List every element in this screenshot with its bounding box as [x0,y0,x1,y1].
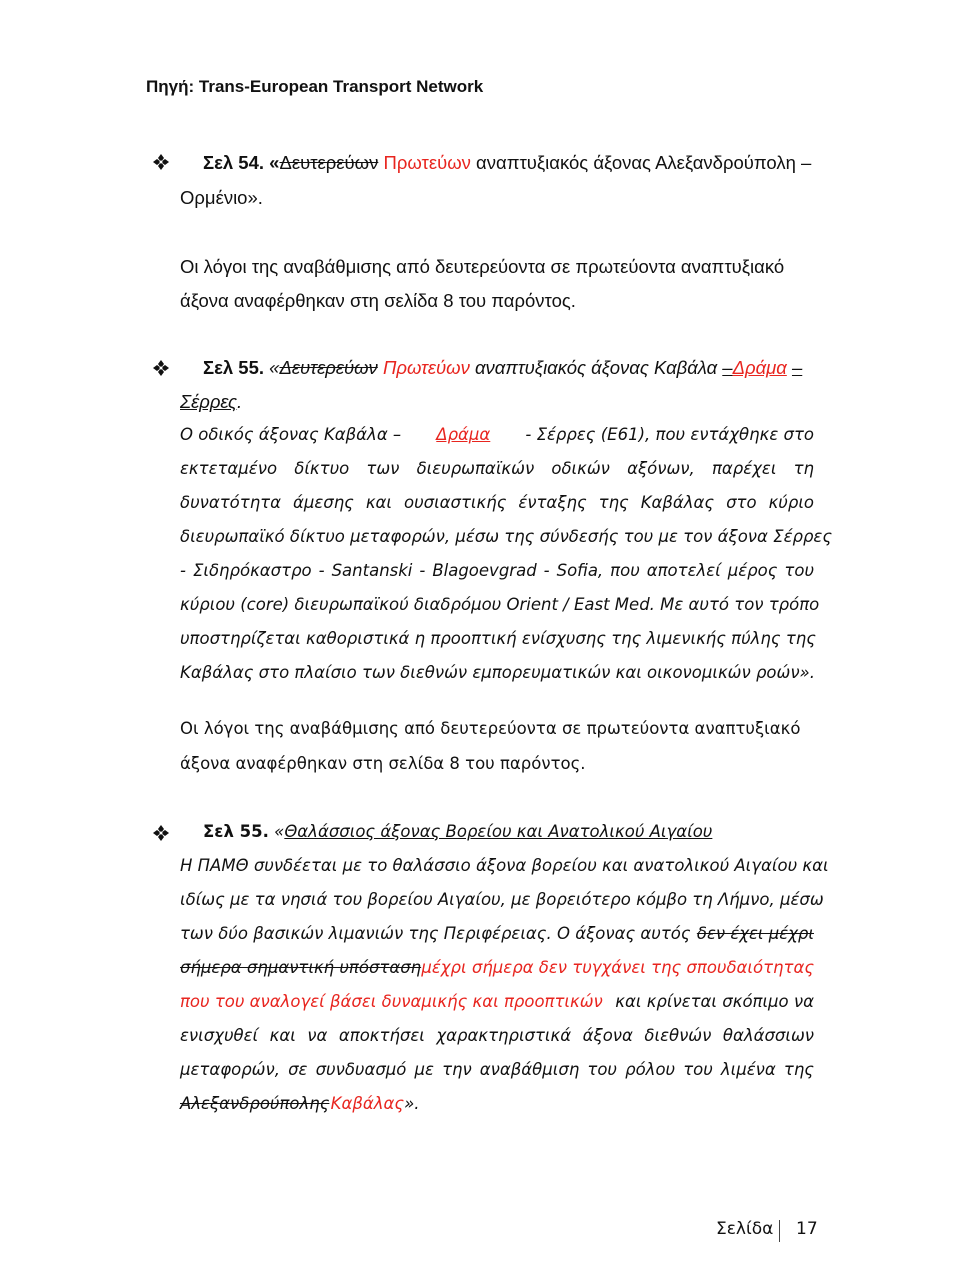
diamond-bullet-icon [152,824,170,842]
item1-page-ref: Σελ 54. [203,152,265,173]
text-span: Δράμα [436,425,491,444]
inserted-text: που του αναλογεί βάσει δυναμικής και προοπτικών [180,992,603,1011]
item3-page-ref: Σελ 55. [203,822,269,841]
struck-text: σήμερα σημαντική υπόσταση [180,958,422,977]
item3-line5 [180,992,814,1011]
text-span: ». [404,1094,420,1113]
item3-heading-line [203,822,712,841]
item3-line2: ιδίως με τα νησιά του βορείου Αιγαίου, με βορειότερο κόμβο τη Λήμνο, μέσω [180,890,824,909]
item2-para-line1 [180,425,814,444]
item2-para-line4: διευρωπαϊκό δίκτυο μεταφορών, μέσω της σύνδεσής του με τον άξονα Σέρρες [180,527,833,546]
item1-reason-line1: Οι λόγοι της αναβάθμισης από δευτερεύοντα σε πρωτεύοντα αναπτυξιακό [180,256,785,277]
item2-struck-text: Δευτερεύων [279,357,378,378]
item2-line2 [180,391,242,413]
item2-para-line8: Καβάλας στο πλαίσιο των διεθνών εμπορευματικών και οικονομικών ροών». [180,663,815,682]
item1-rest: αναπτυξιακός άξονας Αλεξανδρούπολη – [476,152,812,173]
item2-drama: Δράμα [732,357,787,378]
footer-page-label: Σελίδα [716,1219,774,1239]
text-span: - Σέρρες (Ε61), που εντάχθηκε στο [525,425,814,444]
source-line: Πηγή: Trans-European Transport Network [146,77,484,96]
quote-mark: « [274,822,285,841]
quote-mark: « [269,152,280,173]
item3-line4 [180,958,814,977]
diamond-bullet-icon [152,359,170,377]
item1-line2: Ορμένιο». [180,187,263,208]
item1-inserted-text: Πρωτεύων [383,152,471,173]
text-span: των δύο βασικών λιμανιών της Περιφέρειας. Ο άξονας αυτός [180,924,691,943]
item2-reason-line2: άξονα αναφέρθηκαν στη σελίδα 8 του παρόντος. [180,754,586,773]
item3-line7: μεταφορών, σε συνδυασμό με την αναβάθμιση του ρόλου του λιμένα της [180,1060,814,1079]
item2-reason-line1: Οι λόγοι της αναβάθμισης από δευτερεύοντα σε πρωτεύοντα αναπτυξιακό [180,719,801,738]
inserted-text: Καβάλας [330,1094,405,1113]
item2-para-line2: εκτεταμένο δίκτυο των διευρωπαϊκών οδικών αξόνων, παρέχει τη [180,459,814,478]
dash: – [722,357,733,378]
struck-text: Αλεξανδρούπολης [180,1094,330,1113]
item2-rest: αναπτυξιακός άξονας Καβάλα [474,357,718,378]
item2-para-line5: - Σιδηρόκαστρο - Santanski - Blagoevgrad - Sofia, που αποτελεί μέρος του [180,561,814,580]
item1-reason-line2: άξονα αναφέρθηκαν στη σελίδα 8 του παρόντος. [180,290,576,311]
item2-para-line7: υποστηρίζεται καθοριστικά η προοπτική ενίσχυσης της λιμενικής πύλης της [180,629,816,648]
item2-serres: Σέρρες [180,391,238,412]
period: . [237,391,243,412]
item3-heading: Θαλάσσιος άξονας Βορείου και Ανατολικού Αιγαίου [284,822,713,841]
item3-line6: ενισχυθεί και να αποκτήσει χαρακτηριστικά άξονα διεθνών θαλάσσιων [180,1026,814,1045]
item2-para-line3: δυνατότητα άμεσης και ουσιαστικής ένταξης της Καβάλας στο κύριο [180,493,814,512]
item3-line3 [180,924,814,943]
diamond-bullet-icon [152,153,170,171]
item2-page-ref: Σελ 55. [203,357,265,378]
struck-text: δεν έχει μέχρι [696,924,814,943]
item3-line8 [180,1094,420,1113]
footer-page-number: 17 [796,1219,818,1239]
item1-line1 [203,152,811,174]
text-span: και κρίνεται σκόπιμο να [615,992,814,1011]
dash: – [791,357,803,378]
footer-divider [779,1220,780,1242]
item2-inserted-text: Πρωτεύων [382,357,470,378]
item1-struck-text: Δευτερεύων [279,152,379,173]
item2-para-line6: κύριου (core) διευρωπαϊκού διαδρόμου Orient / East Med. Με αυτό τον τρόπο [180,595,820,614]
item3-line1: Η ΠΑΜΘ συνδέεται με το θαλάσσιο άξονα βορείου και ανατολικού Αιγαίου και [180,856,829,875]
quote-mark: « [269,357,280,378]
inserted-text: μέχρι σήμερα δεν τυγχάνει της σπουδαιότητας [421,958,814,977]
text-span: Ο οδικός άξονας Καβάλα – [180,425,402,444]
item2-line1 [203,357,802,379]
